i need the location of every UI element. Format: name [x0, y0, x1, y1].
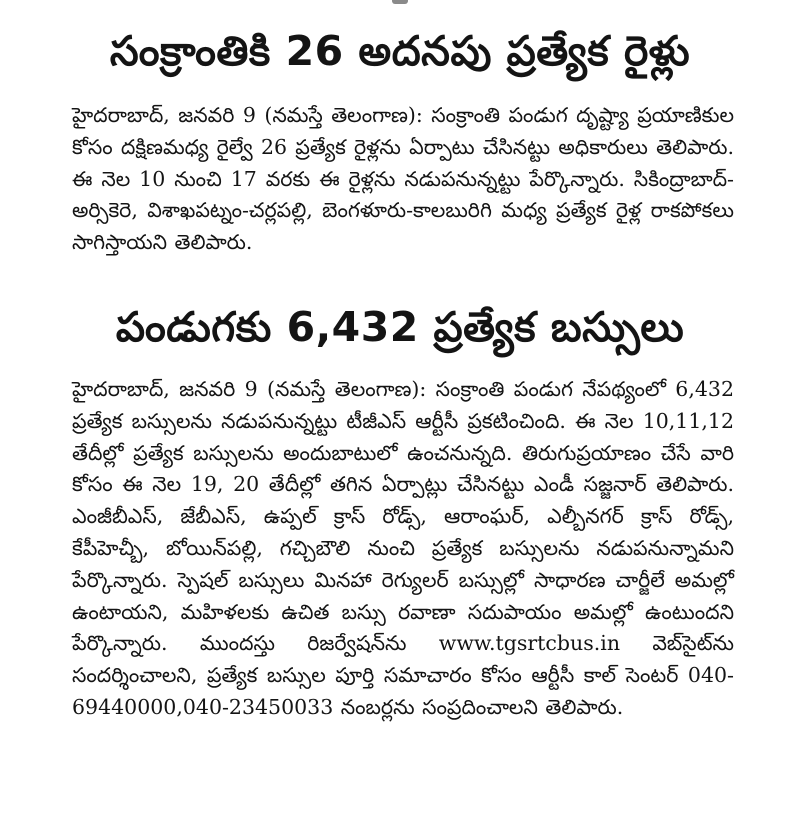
headline-trains: సంక్రాంతికి 26 అదనపు ప్రత్యేక రైళ్లు — [109, 27, 691, 75]
headline-buses: పండుగకు 6,432 ప్రత్యేక బస్సులు — [115, 303, 685, 351]
page-edge-mark — [392, 0, 408, 4]
article-trains-body: హైదరాబాద్, జనవరి 9 (నమస్తే తెలంగాణ): సంక్రాంతి పండుగ దృష్ట్యా ప్రయాణికుల కోసం దక్షిణమధ్య రైల్వే 26 ప్రత్యేక రైళ్లను ఏర్పాటు చేసినట్టు అధికారులు తెలిపారు. ఈ నెల 10 నుంచి 17 వరకు ఈ రైళ్లను నడుపనున్నట్టు పేర్కొన్నారు. సికింద్రాబాద్-అర్సికెరె, విశాఖపట్నం-చర్లపల్లి, బెంగళూరు-కాలబురిగి మధ్య ప్రత్యేక రైళ్ల రాకపోకలు సాగిస్తాయని తెలిపారు. — [72, 103, 734, 255]
article-buses-body: హైదరాబాద్, జనవరి 9 (నమస్తే తెలంగాణ): సంక్రాంతి పండుగ నేపథ్యంలో 6,432 ప్రత్యేక బస్సులను నడుపనున్నట్టు టీజీఎస్ ఆర్టీసీ ప్రకటించింది. ఈ నెల 10,11,12 తేదీల్లో ప్రత్యేక బస్సులను అందుబాటులో ఉంచనున్నది. తిరుగుప్రయాణం చేసే వారి కోసం ఈ నెల 19, 20 తేదీల్లో తగిన ఏర్పాట్లు చేసినట్టు ఎండీ సజ్జనార్ తెలిపారు. ఎంజీబీఎస్, జేబీఎస్, ఉప్పల్ క్రాస్ రోడ్స్, ఆరాంఘర్, ఎల్బీనగర్ క్రాస్ రోడ్స్, కేపీహెచ్బీ, బోయిన్‌పల్లి, గచ్చిబౌలి నుంచి ప్రత్యేక బస్సులను నడుపనున్నామని పేర్కొన్నారు. స్పెషల్ బస్సులు మినహా రెగ్యులర్ బస్సుల్లో సాధారణ చార్జీలే అమల్లో ఉంటాయని, మహిళలకు ఉచిత బస్సు రవాణా సదుపాయం అమల్లో ఉంటుందని పేర్కొన్నారు. ముందస్తు రిజర్వేషన్‌ను www.tgsrtcbus.in వెబ్‌సైట్‌ను సందర్శించాలని, ప్రత్యేక బస్సుల పూర్తి సమాచారం కోసం ఆర్టీసీ కాల్ సెంటర్ 040-69440000,040-23450033 నంబర్లను సంప్రదించాలని తెలిపారు. — [72, 377, 734, 719]
